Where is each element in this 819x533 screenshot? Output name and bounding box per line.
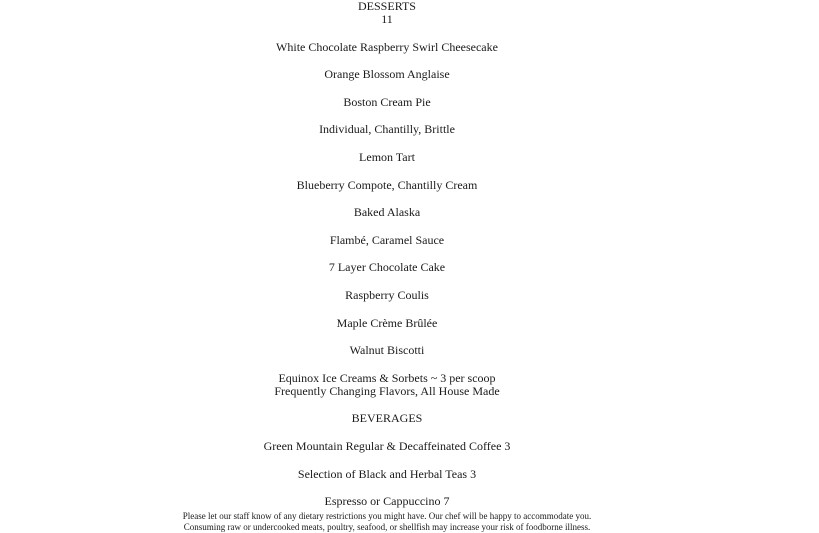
- dessert-item: Individual, Chantilly, Brittle: [319, 122, 455, 137]
- beverage-item: Selection of Black and Herbal Teas 3: [297, 466, 477, 481]
- dietary-notice-line: Please let our staff know of any dietary restrictions you might have. Our chef will be happy to accommodate you.: [182, 511, 592, 521]
- dessert-item: Flambé, Caramel Sauce: [329, 232, 445, 247]
- dessert-item: Raspberry Coulis: [345, 287, 429, 302]
- dessert-item: Orange Blossom Anglaise: [324, 67, 450, 82]
- dessert-item: 7 Layer Chocolate Cake: [328, 260, 446, 275]
- dessert-item: Blueberry Compote, Chantilly Cream: [296, 177, 478, 192]
- beverage-item: Green Mountain Regular & Decaffeinated Coffee 3: [263, 438, 511, 453]
- food-safety-notice-line: Consuming raw or undercooked meats, poultry, seafood, or shellfish may increase your risk of foodborne illness.: [183, 522, 591, 532]
- dessert-item: Lemon Tart: [359, 149, 415, 164]
- dessert-item: Maple Crème Brûlée: [336, 315, 438, 330]
- dessert-item: Walnut Biscotti: [349, 343, 425, 358]
- beverages-heading: BEVERAGES: [351, 411, 423, 426]
- ice-cream-title: Equinox Ice Creams & Sorbets ~ 3 per scoop: [278, 370, 496, 385]
- desserts-heading: DESSERTS: [358, 0, 416, 13]
- beverage-item: Espresso or Cappuccino 7: [324, 494, 450, 509]
- dessert-item: White Chocolate Raspberry Swirl Cheesecake: [276, 39, 498, 54]
- dessert-item: Baked Alaska: [353, 205, 421, 220]
- ice-cream-subtitle: Frequently Changing Flavors, All House Made: [274, 383, 500, 398]
- desserts-price: 11: [381, 12, 393, 26]
- dessert-item: Boston Cream Pie: [343, 94, 431, 109]
- dietary-notice: [0, 511, 774, 533]
